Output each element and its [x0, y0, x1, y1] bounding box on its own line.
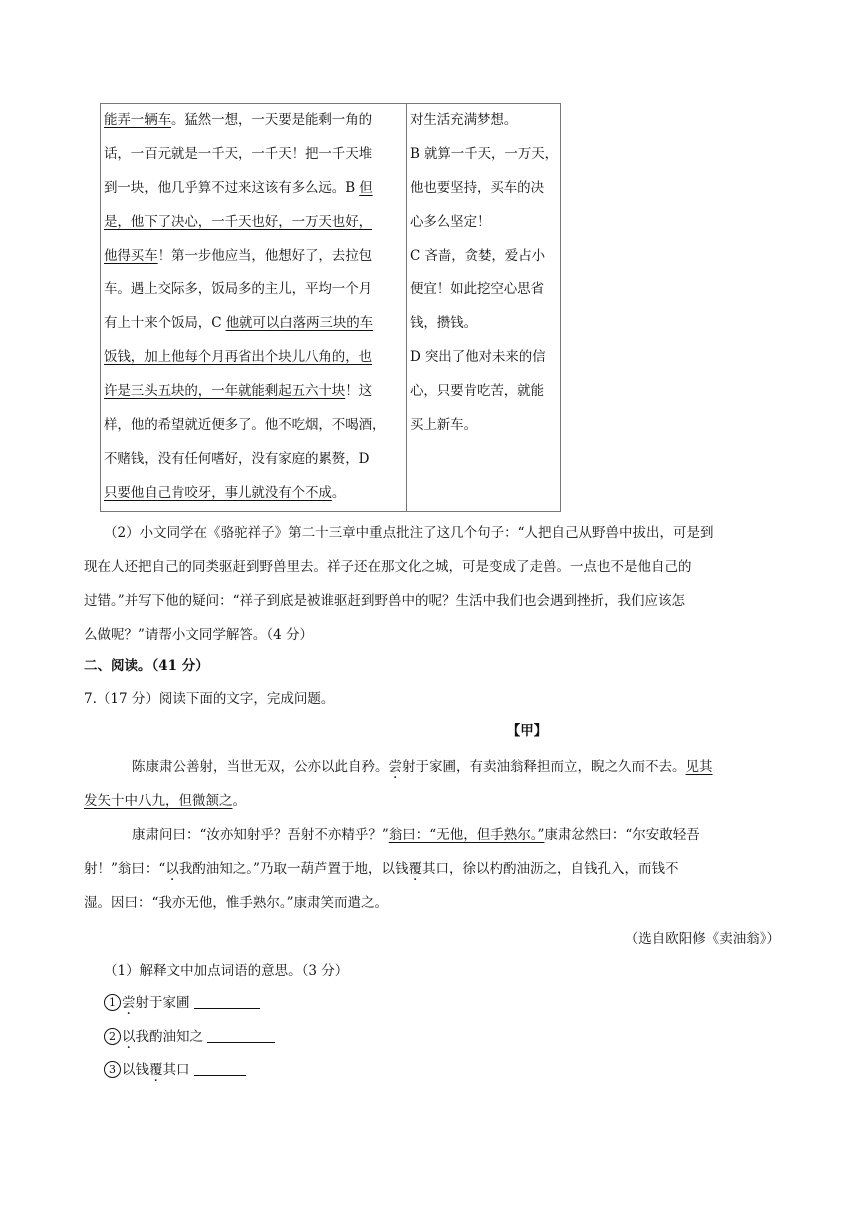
- annotation-line: 对生活充满梦想。: [409, 112, 518, 128]
- passage-line: 发矢十中八九，但微颔之。: [84, 793, 246, 809]
- text-span: 。猛然一想，一天要是能剩一角的: [171, 112, 372, 128]
- dotted-word: 覆: [408, 861, 422, 877]
- text-line: [104, 138, 404, 172]
- answer-blank[interactable]: [207, 1028, 275, 1043]
- question-2-line: 过错。”并写下他的疑问：“祥子到底是被谁驱赶到野兽中的呢？生活中我们也会遇到挫折，我们应该怎: [84, 593, 686, 609]
- annotation-line: B 就算一千天，一万天，: [409, 145, 558, 162]
- passage-line: 湿。因曰：“我亦无他，惟手熟尔。”康肃笑而遣之。: [84, 895, 389, 911]
- item-number: 1: [104, 994, 121, 1011]
- question-2: [104, 516, 780, 550]
- text-line: [104, 206, 404, 240]
- text-line: [104, 273, 404, 307]
- answer-blank[interactable]: [194, 1061, 246, 1076]
- question-7: 7.（17 分）阅读下面的文字，完成问题。: [84, 691, 335, 707]
- annotation-table: [100, 103, 561, 512]
- text-line: [104, 443, 404, 477]
- text-span: ！第一步他应当，他想好了，去拉包: [157, 247, 373, 264]
- annotation-line: 他也要坚持，买车的决: [409, 179, 544, 196]
- underlined-text: 翁曰：“无他，但手熟尔。”: [388, 827, 545, 843]
- underlined-text: 是，他下了决心，一千天也好，一万天也好，: [104, 213, 372, 230]
- annotation-line: 心多么坚定！: [409, 213, 491, 230]
- underlined-text: 许是三头五块的，一年就能剩起五六十块: [104, 383, 346, 400]
- item-3: 3 以钱覆其口: [104, 1055, 800, 1085]
- text-span: 。: [331, 484, 346, 501]
- answer-blank[interactable]: [194, 994, 260, 1009]
- passage-line: 射！”翁曰：“以我酌油知之。”乃取一葫芦置于地，以钱覆其口，徐以杓酌油沥之，自钱孔入，而钱不: [84, 861, 679, 877]
- item-number: 3: [104, 1061, 121, 1078]
- passage-line: 陈康肃公善射，当世无双，公亦以此自矜。尝射于家圃，有卖油翁释担而立，睨之久而不去。见其: [132, 759, 713, 775]
- text-line: [104, 172, 404, 206]
- annotation-line: 钱，攒钱。: [409, 315, 477, 332]
- text-span: 话，一百元就是一千天，一千天！把一千天堆: [104, 145, 372, 162]
- underlined-text: 见其: [685, 759, 713, 775]
- item-2: 2 以我酌油知之: [104, 1022, 800, 1052]
- item-1: 1 尝射于家圃: [104, 988, 800, 1018]
- underlined-text: 他就可以白落两三块的车: [225, 315, 374, 332]
- source-citation: （选自欧阳修《卖油翁》）: [624, 931, 780, 947]
- underlined-text: 饭钱，加上他每个月再省出个块儿八角的，也: [104, 349, 372, 366]
- text-line: [104, 375, 404, 409]
- text-line: [104, 477, 404, 511]
- text-span: 样，他的希望就近便多了。他不吃烟，不喝酒，: [104, 417, 386, 434]
- question-2-line: 么做呢？”请帮小文同学解答。（4 分）: [84, 627, 314, 643]
- item-number: 2: [104, 1028, 121, 1045]
- dotted-word: 以: [122, 1029, 136, 1045]
- text-span: ！这: [345, 383, 373, 400]
- text-line: [104, 104, 404, 138]
- underlined-text: 发矢十中八九，但微颔之: [84, 793, 233, 809]
- annotation-line: D 突出了他对未来的信: [409, 349, 546, 366]
- underlined-text: 只要他自己肯咬牙，事儿就没有个不成: [104, 484, 332, 501]
- text-span: 车。遇上交际多，饭局多的主儿，平均一个月: [104, 281, 372, 298]
- dotted-word: 尝: [388, 759, 402, 775]
- text-line: [104, 307, 404, 341]
- underlined-text: 但: [359, 179, 373, 196]
- annotation-line: 心，只要肯吃苦，就能: [409, 383, 544, 400]
- text-column: [101, 104, 407, 511]
- question-2-line: （2）小文同学在《骆驼祥子》第二十三章中重点批注了这几个句子：“人把自己从野兽中拔出，可是到: [104, 525, 714, 541]
- question-2-line: 现在人还把自己的同类驱赶到野兽里去。祥子还在那文化之城，可是变成了走兽。一点也不是他自己的: [84, 559, 692, 575]
- passage-label: 【甲】: [506, 723, 548, 739]
- question-7-1: （1）解释文中加点词语的意思。（3 分）: [104, 963, 349, 979]
- annotation-column: [407, 104, 560, 511]
- text-span: 不赌钱，没有任何嗜好，没有家庭的累赘，D: [104, 450, 370, 467]
- text-line: [104, 409, 404, 443]
- annotation-line: C 吝啬，贪婪，爱占小: [409, 247, 546, 264]
- passage-line: 康肃问曰：“汝亦知射乎？吾射不亦精乎？”翁曰：“无他，但手熟尔。”康肃忿然曰：“尔安敢轻吾: [132, 827, 700, 843]
- section-heading: 二、阅读。（41 分）: [84, 658, 209, 674]
- underlined-text: 他得买车: [104, 247, 158, 264]
- annotation-line: 便宜！如此挖空心思省: [409, 281, 544, 298]
- text-span: 有上十来个饭局，C: [104, 315, 226, 332]
- text-line: [104, 240, 404, 274]
- dotted-word: 以: [165, 861, 179, 877]
- text-span: 到一块，他几乎算不过来这该有多么远。B: [104, 179, 360, 196]
- annotation-line: 买上新车。: [409, 417, 477, 434]
- dotted-word: 尝: [122, 995, 136, 1011]
- dotted-word: 覆: [149, 1062, 163, 1078]
- text-line: [104, 341, 404, 375]
- underlined-text: 能弄一辆车: [104, 112, 171, 128]
